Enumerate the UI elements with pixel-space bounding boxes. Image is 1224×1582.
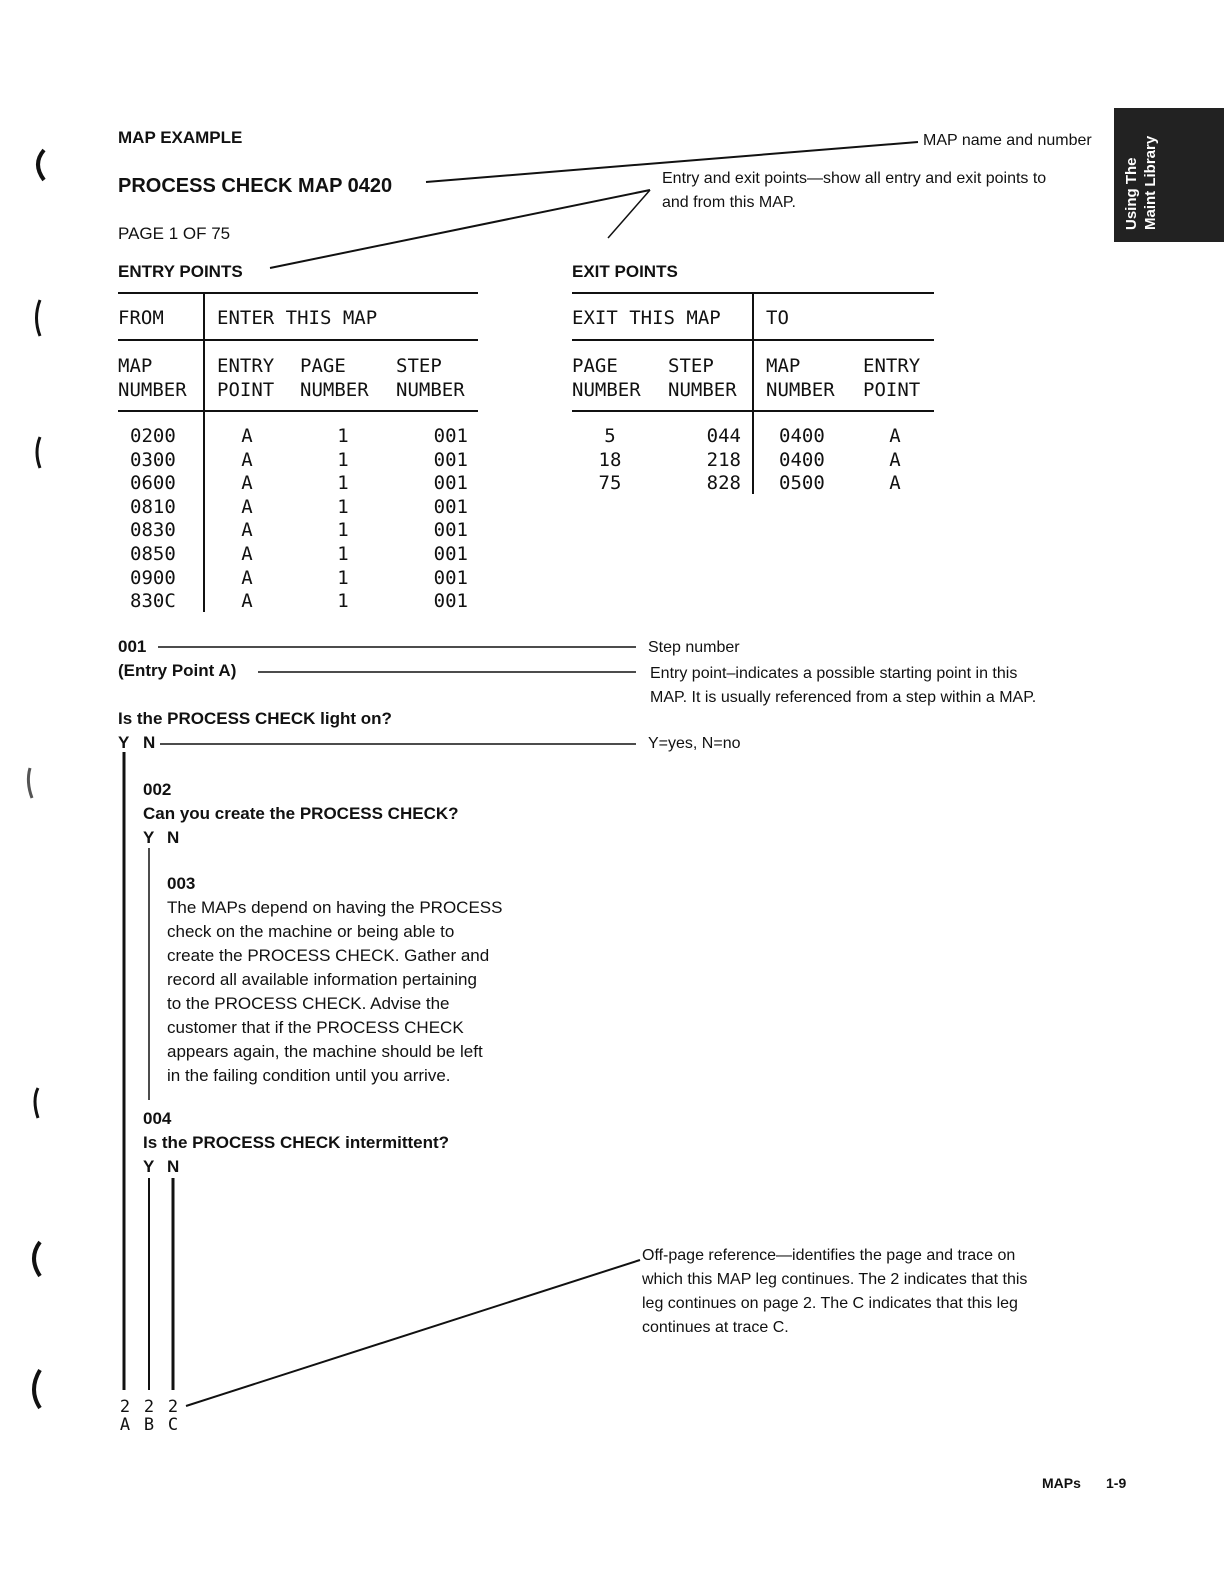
entry-group-enter: ENTER THIS MAP	[217, 307, 378, 329]
entry-page-number: 1	[337, 519, 349, 542]
entry-col1-header-2: NUMBER	[118, 379, 187, 401]
entry-map-number: 0200	[130, 425, 176, 447]
exit-col1-header-2: NUMBER	[572, 379, 641, 401]
entry-page-number: 1	[337, 472, 349, 495]
entry-point: A	[241, 543, 253, 565]
entry-step-number: 001	[433, 472, 468, 495]
exit-entry-point: A	[889, 448, 901, 471]
exit-step-number: 218	[706, 448, 741, 471]
annotation-offpage-2: which this MAP leg continues. The 2 indicates that this	[642, 1271, 1028, 1288]
exit-col2-header-2: NUMBER	[668, 379, 737, 401]
entry-step-number: 001	[433, 590, 468, 613]
step-001-no: N	[143, 733, 156, 752]
entry-point: A	[241, 495, 253, 518]
page-label: PAGE 1 OF 75	[118, 224, 231, 243]
exit-col4-header: ENTRY	[863, 355, 921, 377]
exit-map-number: 0400	[779, 448, 825, 471]
entry-col3-header: PAGE	[300, 355, 346, 377]
step-004-yes: Y	[143, 1157, 155, 1176]
entry-page-number: 1	[337, 495, 349, 518]
entry-map-number: 0810	[130, 495, 176, 518]
offpage-ref-c: 2 C	[167, 1397, 179, 1435]
entry-map-number: 0600	[130, 472, 176, 495]
entry-point: A	[241, 472, 253, 495]
entry-step-number: 001	[433, 425, 468, 447]
step-004-question: Is the PROCESS CHECK intermittent?	[143, 1133, 450, 1152]
entry-page-number: 1	[337, 590, 349, 613]
exit-col3-header-2: NUMBER	[766, 379, 835, 401]
entry-map-number: 830C	[130, 590, 176, 613]
exit-entry-point: A	[889, 472, 901, 495]
exit-page-number: 18	[598, 448, 622, 471]
exit-page-number: 75	[598, 472, 622, 495]
entry-point: A	[241, 590, 253, 613]
entry-point: A	[241, 566, 253, 589]
entry-page-number: 1	[337, 425, 349, 447]
annotation-map-name: MAP name and number	[923, 132, 1092, 149]
footer-page: 1-9	[1106, 1475, 1127, 1491]
exit-page-number: 5	[604, 425, 616, 447]
exit-col1-header: PAGE	[572, 355, 618, 377]
exit-col4-header-2: POINT	[863, 379, 921, 401]
step-004-number: 004	[143, 1109, 172, 1128]
offpage-ref-b: 2 B	[143, 1397, 155, 1435]
annotation-entry-point-2: MAP. It is usually referenced from a step within a MAP.	[650, 689, 1037, 706]
annotation-step-number: Step number	[648, 639, 740, 656]
offpage-ref-a: 2 A	[119, 1397, 131, 1435]
entry-step-number: 001	[433, 448, 468, 471]
side-tab-label: Using The Maint Library	[1123, 135, 1159, 230]
exit-points-label: EXIT POINTS	[572, 262, 678, 281]
annotation-entry-point-1: Entry point–indicates a possible starting point in this	[650, 665, 1018, 682]
annotation-offpage-3: leg continues on page 2. The C indicates that this leg	[642, 1295, 1018, 1312]
entry-point: A	[241, 425, 253, 447]
exit-step-number: 828	[706, 472, 741, 495]
annotation-entry-exit-1: Entry and exit points—show all entry and exit points to	[662, 170, 1047, 187]
exit-group-to: TO	[766, 307, 789, 329]
entry-step-number: 001	[433, 519, 468, 542]
entry-map-number: 0850	[130, 543, 176, 565]
step-002-no: N	[167, 828, 180, 847]
entry-col2-header-2: POINT	[217, 379, 275, 401]
exit-group-exit: EXIT THIS MAP	[572, 307, 721, 329]
entry-point: A	[241, 448, 253, 471]
annotation-yes-no: Y=yes, N=no	[648, 735, 741, 752]
entry-step-number: 001	[433, 495, 468, 518]
exit-col2-header: STEP	[668, 355, 714, 377]
entry-page-number: 1	[337, 448, 349, 471]
exit-entry-point: A	[889, 425, 901, 447]
entry-points-label: ENTRY POINTS	[118, 262, 243, 281]
entry-map-number: 0830	[130, 519, 176, 542]
exit-map-number: 0500	[779, 472, 825, 495]
step-001-question: Is the PROCESS CHECK light on?	[118, 709, 392, 728]
exit-step-number: 044	[706, 425, 741, 447]
entry-group-from: FROM	[118, 307, 164, 329]
annotation-offpage-4: continues at trace C.	[642, 1319, 789, 1336]
annotation-offpage-1: Off-page reference—identifies the page and trace on	[642, 1247, 1016, 1264]
entry-map-number: 0300	[130, 448, 176, 471]
step-002-question: Can you create the PROCESS CHECK?	[143, 804, 459, 823]
page-title: PROCESS CHECK MAP 0420	[118, 175, 393, 197]
entry-col4-header-2: NUMBER	[396, 379, 465, 401]
entry-page-number: 1	[337, 543, 349, 565]
step-004-no: N	[167, 1157, 180, 1176]
entry-step-number: 001	[433, 566, 468, 589]
step-003-text: The MAPs depend on having the PROCESS check on the machine or being able to create the PROCESS CHECK. Gather and record all available information pertaining to the PROCESS CHECK. Advise the customer that if the PROCESS CHECK appears again, the machine should be left in the failing condition until you arrive.	[167, 898, 503, 1085]
entry-page-number: 1	[337, 566, 349, 589]
step-001-entry: (Entry Point A)	[118, 661, 237, 680]
exit-col3-header: MAP	[766, 355, 801, 377]
step-002-number: 002	[143, 780, 172, 799]
entry-point: A	[241, 519, 253, 542]
exit-map-number: 0400	[779, 425, 825, 447]
annotation-entry-exit-2: and from this MAP.	[662, 194, 796, 211]
step-001-yes: Y	[118, 733, 130, 752]
entry-col2-header: ENTRY	[217, 355, 275, 377]
entry-map-number: 0900	[130, 566, 176, 589]
entry-col4-header: STEP	[396, 355, 442, 377]
step-001-number: 001	[118, 637, 147, 656]
entry-col1-header: MAP	[118, 355, 153, 377]
entry-step-number: 001	[433, 543, 468, 565]
step-002-yes: Y	[143, 828, 155, 847]
step-003-number: 003	[167, 874, 196, 893]
section-label: MAP EXAMPLE	[118, 128, 243, 147]
entry-col3-header-2: NUMBER	[300, 379, 369, 401]
footer-section: MAPs	[1042, 1475, 1081, 1491]
